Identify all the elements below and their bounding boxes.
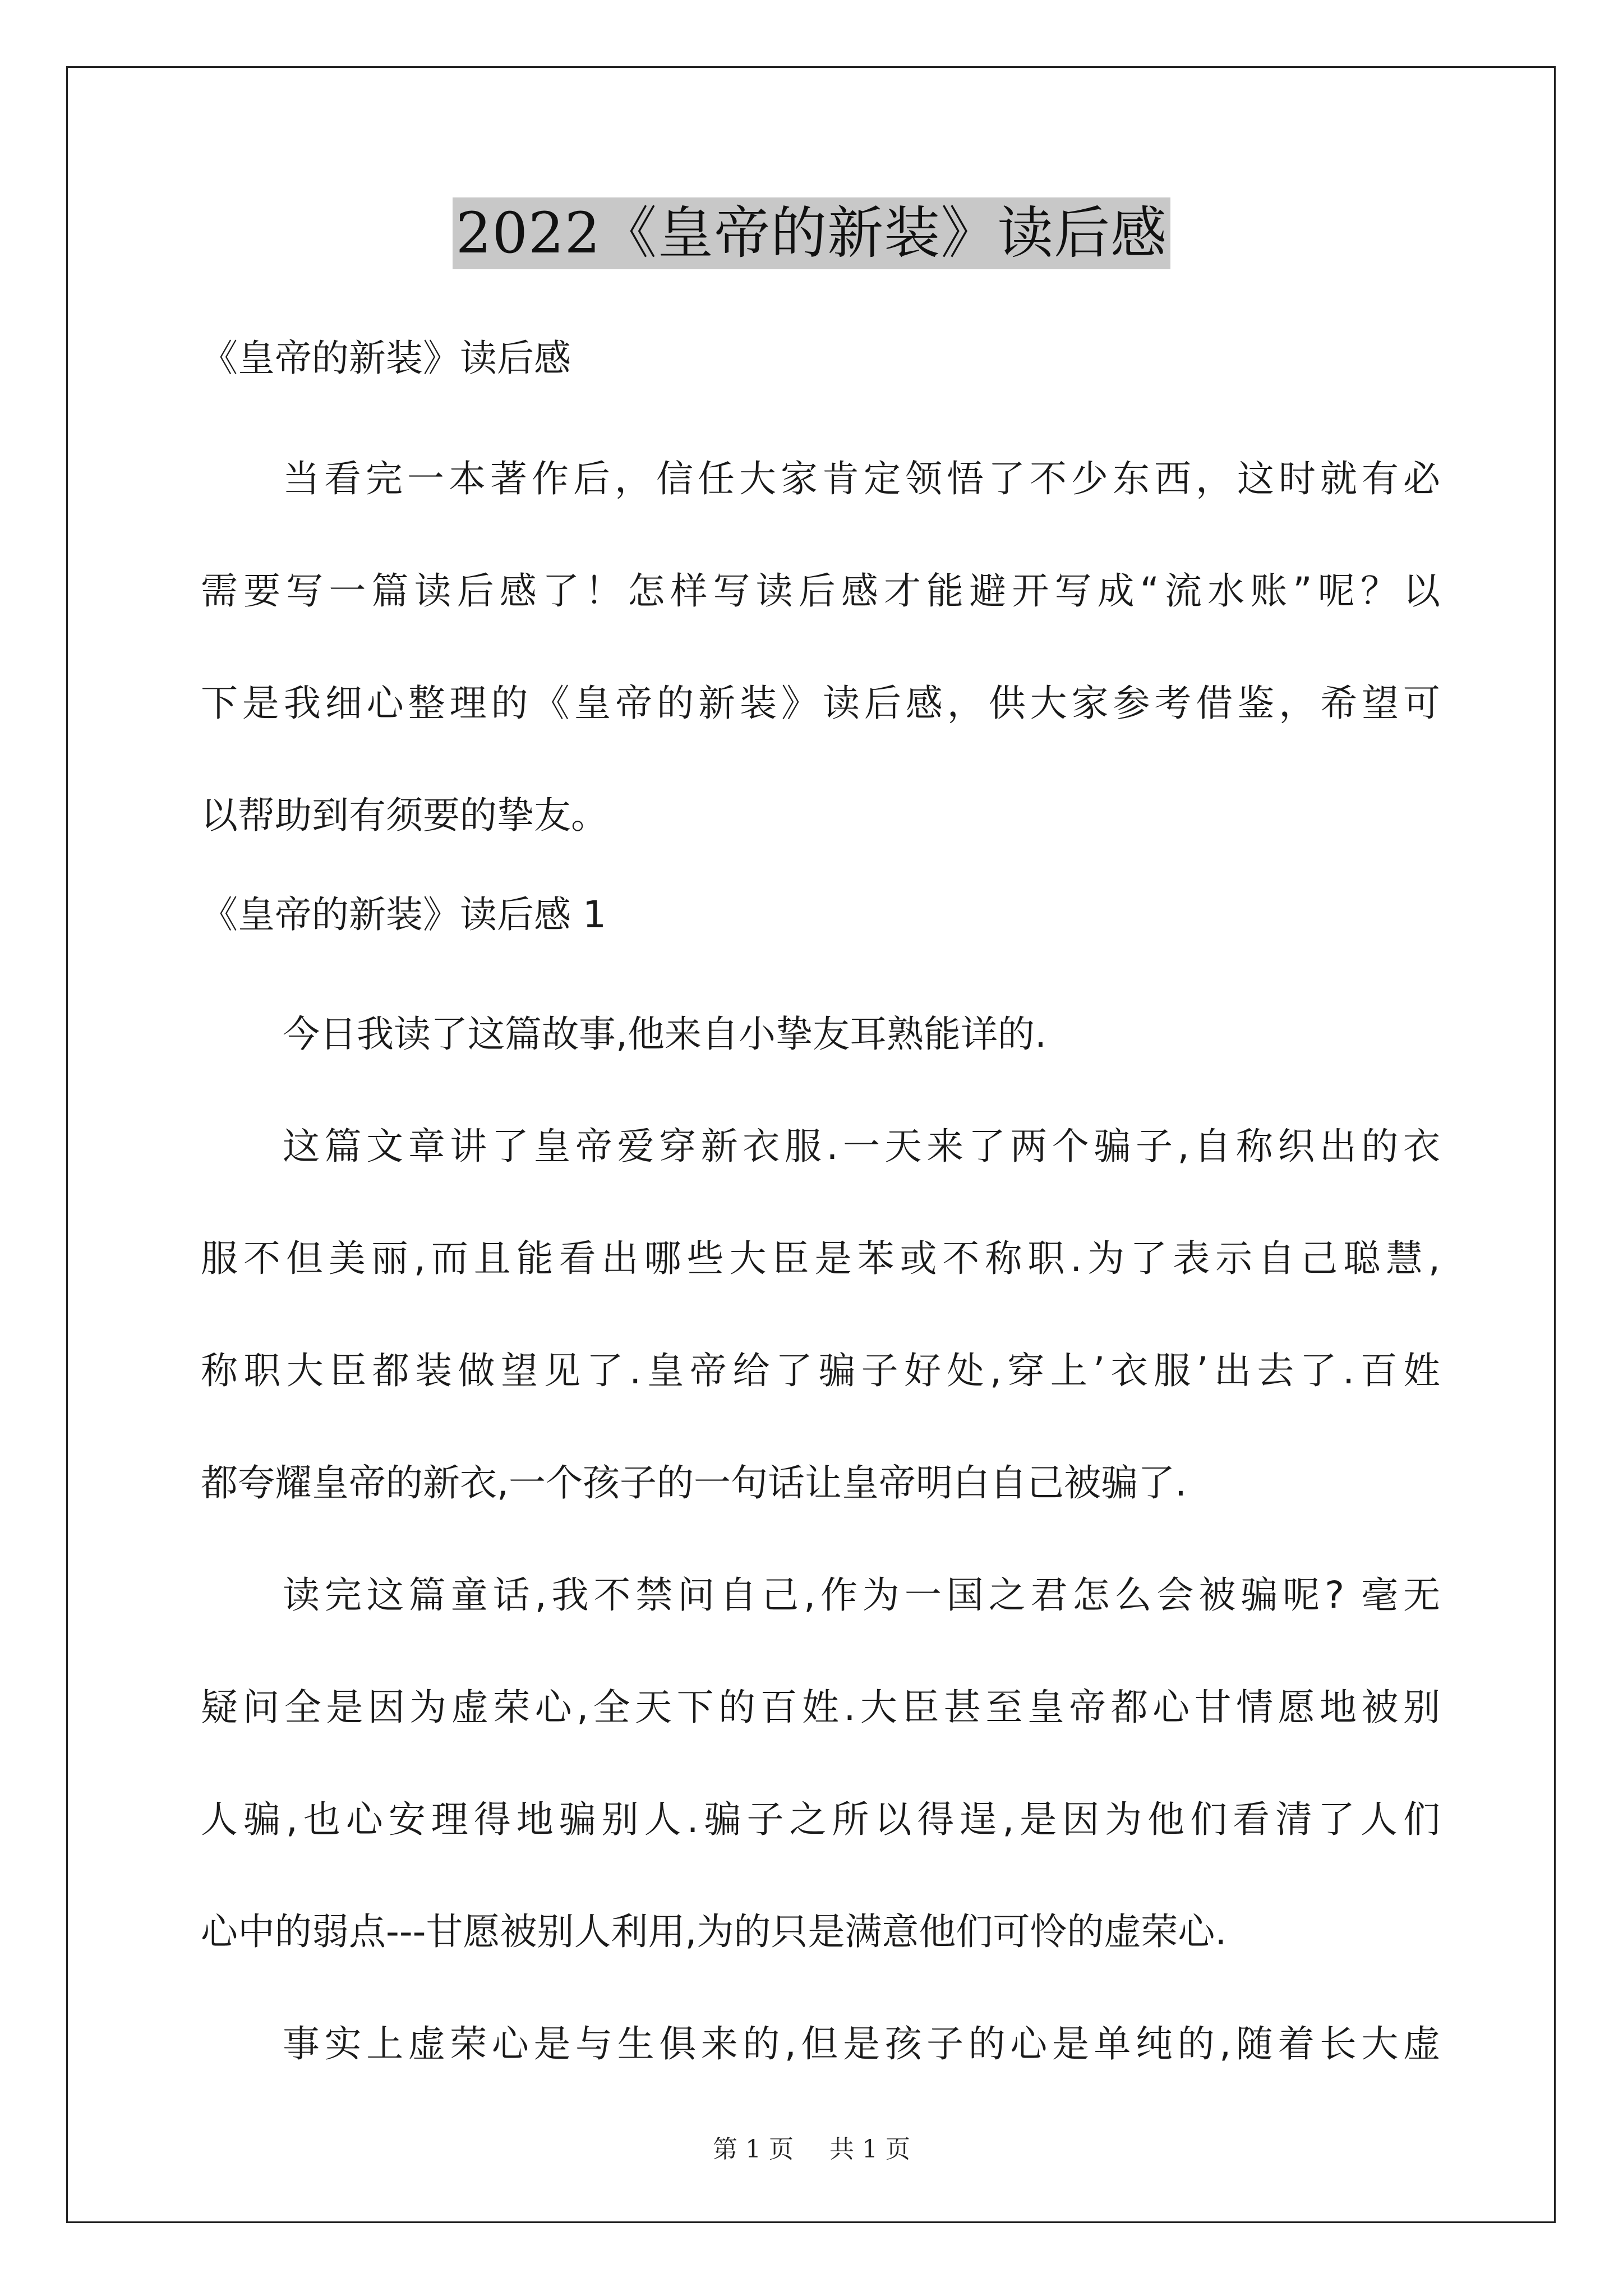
intro-line-3: 下是我细心整理的《皇帝的新装》读后感，供大家参考借鉴，希望可 — [201, 682, 1440, 725]
page-number: 第 1 页 — [713, 2135, 794, 2164]
page-footer — [0, 2129, 1623, 2165]
document-title: 2022《皇帝的新装》读后感 — [453, 197, 1171, 269]
body-line-5: 都夸耀皇帝的新衣,一个孩子的一句话让皇帝明白自己被骗了. — [201, 1461, 1187, 1504]
body-line-10: 事实上虚荣心是与生俱来的,但是孩子的心是单纯的,随着长大虚 — [283, 2022, 1440, 2065]
intro-line-2: 需要写一篇读后感了！怎样写读后感才能避开写成“流水账”呢？以 — [201, 569, 1440, 613]
page-total: 共 1 页 — [829, 2135, 910, 2164]
body-line-1: 今日我读了这篇故事,他来自小挚友耳熟能详的. — [283, 1013, 1046, 1056]
body-line-3: 服不但美丽,而且能看出哪些大臣是苯或不称职.为了表示自己聪慧, — [201, 1237, 1440, 1280]
body-line-8: 人骗,也心安理得地骗别人.骗子之所以得逞,是因为他们看清了人们 — [201, 1798, 1440, 1841]
body-line-4: 称职大臣都装做望见了.皇帝给了骗子好处,穿上’衣服’出去了.百姓 — [201, 1349, 1440, 1392]
body-line-2: 这篇文章讲了皇帝爱穿新衣服.一天来了两个骗子,自称织出的衣 — [283, 1125, 1440, 1168]
body-line-6: 读完这篇童话,我不禁问自己,作为一国之君怎么会被骗呢? 毫无 — [283, 1573, 1440, 1617]
document-title-block — [0, 197, 1623, 269]
subheading: 《皇帝的新装》读后感 — [201, 337, 571, 380]
intro-line-1: 当看完一本著作后，信任大家肯定领悟了不少东西，这时就有必 — [283, 457, 1440, 500]
intro-line-4: 以帮助到有须要的挚友。 — [201, 794, 608, 837]
section-heading: 《皇帝的新装》读后感 1 — [201, 893, 606, 936]
body-line-9: 心中的弱点---甘愿被别人利用,为的只是满意他们可怜的虚荣心. — [201, 1910, 1227, 1953]
body-line-7: 疑问全是因为虚荣心,全天下的百姓.大臣甚至皇帝都心甘情愿地被别 — [201, 1686, 1440, 1729]
